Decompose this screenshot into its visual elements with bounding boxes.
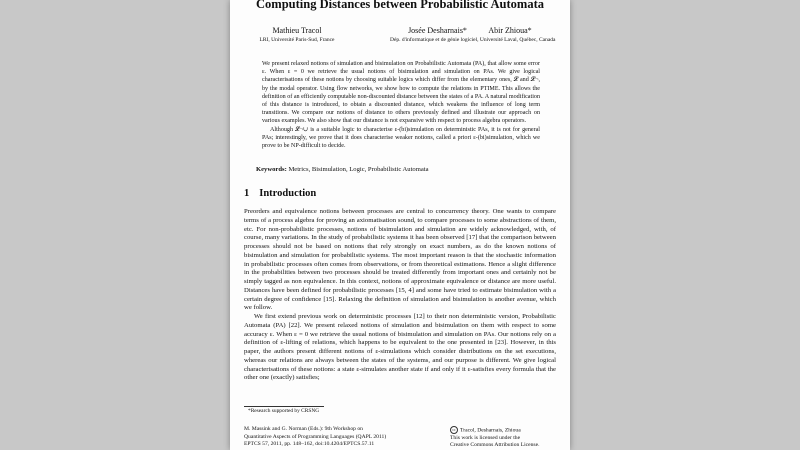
license-line: Tracol, Desharnais, Zhioua [460,427,521,434]
footnote: *Research supported by CRSNG [248,408,320,414]
section-heading [244,188,316,199]
keywords-label: Keywords: [256,166,287,173]
author-affiliation: Dép. d'informatique et de génie logiciel, Université Laval, Québec, Canada [390,37,556,43]
author-name: Josée Desharnais* [408,26,467,35]
abstract [262,60,540,150]
publication-line: Quantitative Aspects of Programming Languages (QAPL 2011) [244,433,387,440]
author-name: Mathieu Tracol [272,26,322,35]
publication-line: EPTCS 57, 2011, pp. 148–162, doi:10.4204/EPTCS.57.11 [244,441,375,447]
license-info [450,426,540,450]
body-text [244,208,556,383]
body-paragraph: Preorders and equivalence notions between processes are central to concurrency theory. One wants to compare terms of a process algebra for proving an axiomatisation sound, to compare processes to some abstractions of them, etc. For non-probabilistic processes, notions of bisimulation and simulation are widely acknowledged, with, of course, many variations. In the study of probabilistic systems it has been observed [17] that the comparison between processes should not be based on notions that rely strongly on exact numbers, as do the known notions of bisimulation and simulation for probabilistic systems. The most important reason is that the stochastic information in probabilistic processes often comes from observations, or from theoretical estimations. Hence a slight difference in the probabilities between two processes should be treated differently from important ones and certainly not be simply tagged as non equivalence. In this context, notions of approximate equivalence or distance are more useful. Distances have been defined for probabilistic processes [15, 4] and some have tried to estimate bisimulation with a certain degree of confidence [15]. Relaxing the definition of simulation and bisimulation is another avenue, which we follow. [244,208,556,312]
keywords-list: Metrics, Bisimulation, Logic, Probabilistic Automata [288,166,429,173]
paper-title: Computing Distances between Probabilistic Automata [256,0,544,11]
license-line: Creative Commons Attribution License. [450,442,540,449]
cc-icon: cc [450,426,458,434]
keywords [256,166,546,173]
author-1 [252,26,342,43]
license-line: This work is licensed under the [450,434,521,441]
publication-line: M. Massink and G. Norman (Eds.): 9th Workshop on [244,426,363,432]
body-paragraph: We first extend previous work on deterministic processes [12] to their non deterministic version, Probabilistic Automata (PA) [22]. We present relaxed notions of simulation and bisimulation on them with respect to some accuracy ε. When ε = 0 we retrieve the usual notions of bisimulation and simulation on PAs. Our notions rely on a definition of ε-lifting of relations, which happens to be equivalent to the one presented in [23]. However, in this paper, the authors present different notions of ε-simulations which consider distributions on the set executions, whereas our relations are always between the states of the systems, and our purpose is different. We give logical characterisations of these notions: a state ε-simulates another state if and only if it ε-satisfies every formula that the other one (exactly) satisfies; [244,313,556,382]
author-affiliation: LRI, Université Paris-Sud, France [259,37,335,43]
footnote-rule [244,406,324,407]
abstract-paragraph: Although 𝓛¬∪ is a suitable logic to characterise ε-(bi)simulation on deterministic PAs, it is not for general PAs; interestingly, we prove that it does characterise weaker notions, called a priori ε-(bi)simulation, which we prove to be NP-difficult to decide. [262,126,540,150]
section-title: Introduction [259,188,317,199]
section-number: 1 [244,188,250,199]
author-3 [475,26,545,35]
publication-info [244,426,386,449]
abstract-paragraph: We present relaxed notions of simulation and bisimulation on Probabilistic Automata (PA), that allow some error ε. When ε = 0 we retrieve the usual notions of bisimulation and simulation on PAs. We give logical characterisations of these notions by choosing suitable logics which differ from the elementary ones, 𝓛 and 𝓛¬, by the modal operator. Using flow networks, we show how to compute the relations in PTIME. This allows the definition of an efficiently computable non-discounted distance between the states of a PA. A natural modification of this distance is introduced, to obtain a discounted distance, which weakens the influence of long term transitions. We compare our notions of distance to others previously defined and illustrate our approach on various examples. We also show that our distance is not expansive with respect to process algebra operators. [262,61,540,125]
author-name: Abir Zhioua* [488,26,532,35]
paper-page [230,0,570,450]
